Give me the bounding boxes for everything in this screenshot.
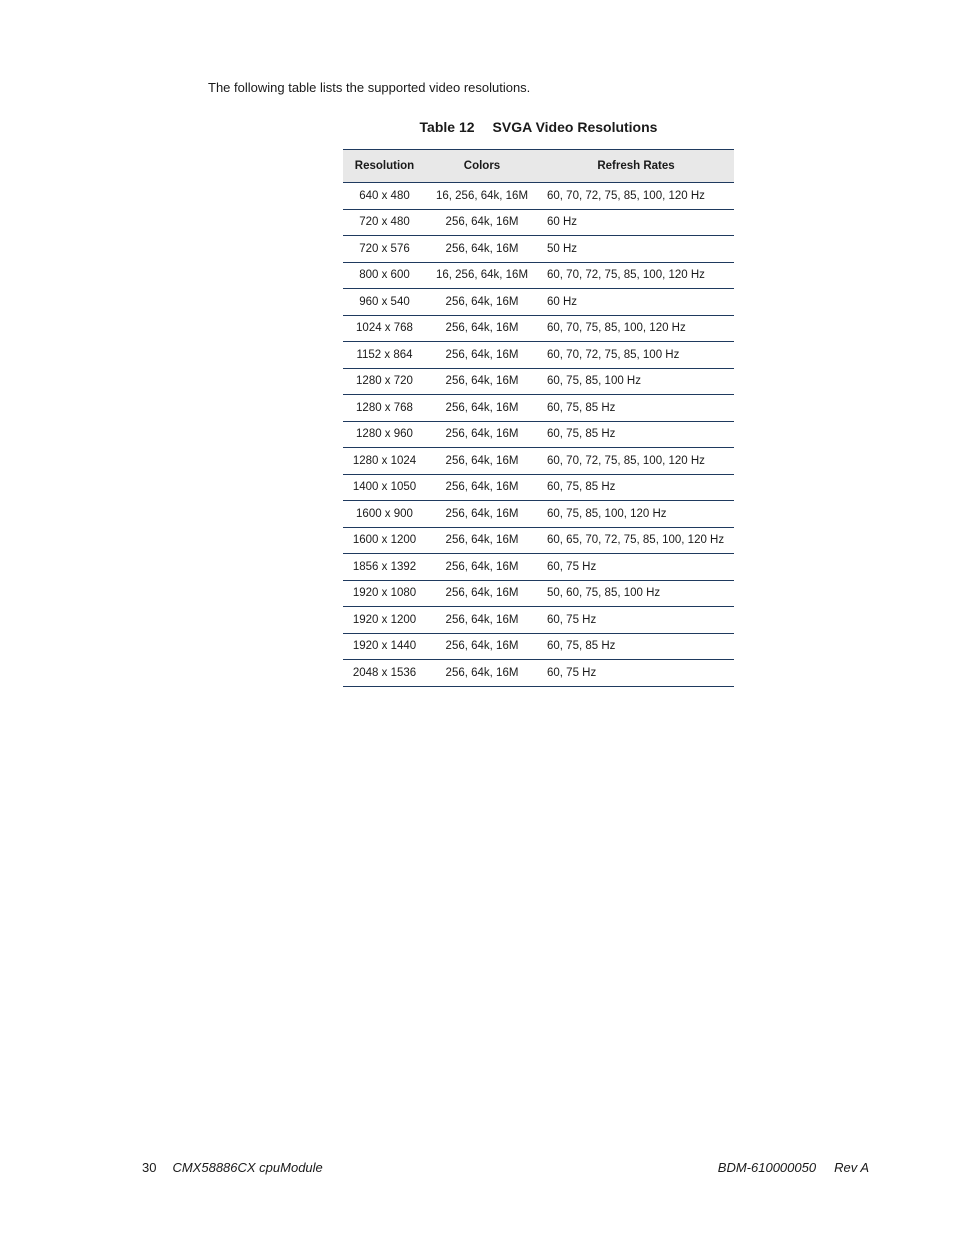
header-resolution: Resolution xyxy=(343,150,426,183)
table-row xyxy=(343,660,734,687)
cell-refresh: 60, 75 Hz xyxy=(538,607,734,634)
cell-colors: 256, 64k, 16M xyxy=(426,633,538,660)
cell-colors: 256, 64k, 16M xyxy=(426,315,538,342)
page-number: 30 xyxy=(142,1160,157,1175)
table-row xyxy=(343,527,734,554)
cell-colors: 256, 64k, 16M xyxy=(426,554,538,581)
table-body xyxy=(343,183,734,687)
intro-paragraph: The following table lists the supported video resolutions. xyxy=(208,80,531,95)
cell-colors: 256, 64k, 16M xyxy=(426,395,538,422)
cell-refresh: 50, 60, 75, 85, 100 Hz xyxy=(538,580,734,607)
table-row xyxy=(343,501,734,528)
table-row xyxy=(343,209,734,236)
cell-resolution: 1280 x 1024 xyxy=(343,448,426,475)
cell-refresh: 60, 70, 72, 75, 85, 100 Hz xyxy=(538,342,734,369)
table-row xyxy=(343,554,734,581)
cell-resolution: 1600 x 1200 xyxy=(343,527,426,554)
table-number: Table 12 xyxy=(419,119,475,135)
table-row xyxy=(343,236,734,263)
cell-refresh: 60, 75, 85, 100, 120 Hz xyxy=(538,501,734,528)
cell-refresh: 60, 70, 72, 75, 85, 100, 120 Hz xyxy=(538,183,734,210)
cell-refresh: 60, 75, 85, 100 Hz xyxy=(538,368,734,395)
header-colors: Colors xyxy=(426,150,538,183)
cell-refresh: 60, 75, 85 Hz xyxy=(538,474,734,501)
cell-refresh: 60, 70, 75, 85, 100, 120 Hz xyxy=(538,315,734,342)
table-row xyxy=(343,342,734,369)
table-row xyxy=(343,315,734,342)
cell-resolution: 1920 x 1200 xyxy=(343,607,426,634)
table-row xyxy=(343,183,734,210)
cell-refresh: 50 Hz xyxy=(538,236,734,263)
cell-resolution: 1920 x 1080 xyxy=(343,580,426,607)
cell-resolution: 960 x 540 xyxy=(343,289,426,316)
cell-resolution: 1600 x 900 xyxy=(343,501,426,528)
cell-colors: 256, 64k, 16M xyxy=(426,209,538,236)
table-row xyxy=(343,289,734,316)
cell-colors: 256, 64k, 16M xyxy=(426,527,538,554)
table-row xyxy=(343,580,734,607)
cell-colors: 256, 64k, 16M xyxy=(426,421,538,448)
table-header-row xyxy=(343,150,734,183)
cell-resolution: 1152 x 864 xyxy=(343,342,426,369)
table-row xyxy=(343,368,734,395)
table-row xyxy=(343,448,734,475)
revision-label: Rev A xyxy=(834,1160,869,1175)
cell-refresh: 60, 75 Hz xyxy=(538,660,734,687)
product-name: CMX58886CX cpuModule xyxy=(172,1160,323,1175)
cell-resolution: 1280 x 720 xyxy=(343,368,426,395)
cell-colors: 256, 64k, 16M xyxy=(426,660,538,687)
cell-resolution: 1920 x 1440 xyxy=(343,633,426,660)
cell-refresh: 60, 75, 85 Hz xyxy=(538,633,734,660)
header-refresh-rates: Refresh Rates xyxy=(538,150,734,183)
cell-resolution: 720 x 576 xyxy=(343,236,426,263)
cell-refresh: 60, 75 Hz xyxy=(538,554,734,581)
cell-colors: 16, 256, 64k, 16M xyxy=(426,262,538,289)
cell-resolution: 1280 x 768 xyxy=(343,395,426,422)
cell-resolution: 1400 x 1050 xyxy=(343,474,426,501)
resolutions-table xyxy=(343,149,734,687)
cell-colors: 256, 64k, 16M xyxy=(426,289,538,316)
cell-resolution: 800 x 600 xyxy=(343,262,426,289)
cell-resolution: 1280 x 960 xyxy=(343,421,426,448)
cell-colors: 256, 64k, 16M xyxy=(426,368,538,395)
cell-resolution: 1856 x 1392 xyxy=(343,554,426,581)
table-row xyxy=(343,633,734,660)
table-row xyxy=(343,607,734,634)
cell-resolution: 720 x 480 xyxy=(343,209,426,236)
cell-refresh: 60 Hz xyxy=(538,289,734,316)
table-title: SVGA Video Resolutions xyxy=(492,119,658,135)
cell-refresh: 60, 75, 85 Hz xyxy=(538,395,734,422)
cell-colors: 16, 256, 64k, 16M xyxy=(426,183,538,210)
cell-colors: 256, 64k, 16M xyxy=(426,342,538,369)
cell-colors: 256, 64k, 16M xyxy=(426,236,538,263)
cell-colors: 256, 64k, 16M xyxy=(426,607,538,634)
table-caption xyxy=(343,119,734,135)
cell-refresh: 60, 70, 72, 75, 85, 100, 120 Hz xyxy=(538,448,734,475)
cell-refresh: 60 Hz xyxy=(538,209,734,236)
table-row xyxy=(343,262,734,289)
document-id: BDM-610000050 xyxy=(717,1160,817,1175)
cell-colors: 256, 64k, 16M xyxy=(426,580,538,607)
cell-colors: 256, 64k, 16M xyxy=(426,448,538,475)
table-row xyxy=(343,421,734,448)
cell-refresh: 60, 75, 85 Hz xyxy=(538,421,734,448)
cell-refresh: 60, 65, 70, 72, 75, 85, 100, 120 Hz xyxy=(538,527,734,554)
cell-colors: 256, 64k, 16M xyxy=(426,474,538,501)
cell-resolution: 2048 x 1536 xyxy=(343,660,426,687)
table-row xyxy=(343,395,734,422)
footer-right xyxy=(718,1160,869,1175)
cell-colors: 256, 64k, 16M xyxy=(426,501,538,528)
cell-resolution: 640 x 480 xyxy=(343,183,426,210)
footer-left xyxy=(142,1160,323,1175)
cell-refresh: 60, 70, 72, 75, 85, 100, 120 Hz xyxy=(538,262,734,289)
cell-resolution: 1024 x 768 xyxy=(343,315,426,342)
table-row xyxy=(343,474,734,501)
